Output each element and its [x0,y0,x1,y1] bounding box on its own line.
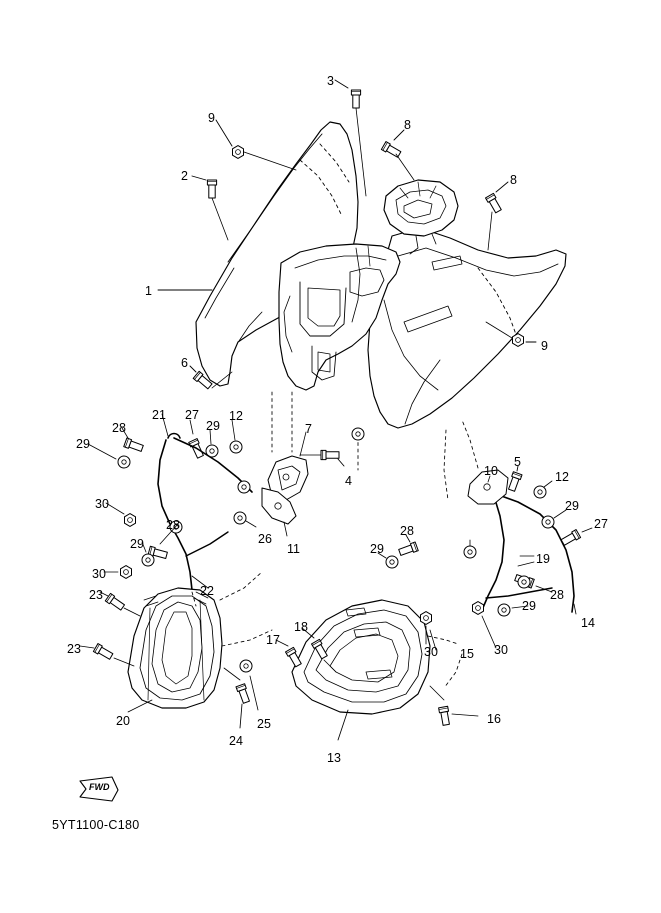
callout-17: 17 [266,633,280,647]
callout-30a: 30 [95,497,109,511]
callout-24: 24 [229,734,243,748]
callout-8a: 8 [404,118,411,132]
callout-5: 5 [514,455,521,469]
callout-8b: 8 [510,173,517,187]
drawing-code: 5YT1100-C180 [52,818,140,832]
callout-23a: 23 [89,588,103,602]
callout-20: 20 [116,714,130,728]
callout-2: 2 [181,169,188,183]
callout-22: 22 [200,584,214,598]
callout-28c: 28 [400,524,414,538]
callout-4: 4 [345,474,352,488]
callout-30c: 30 [424,645,438,659]
callout-28a: 28 [112,421,126,435]
callout-29c: 29 [565,499,579,513]
callout-13: 13 [327,751,341,765]
callout-14: 14 [581,616,595,630]
callout-15: 15 [460,647,474,661]
callout-23b: 23 [67,642,81,656]
callout-6: 6 [181,356,188,370]
callout-3: 3 [327,74,334,88]
callout-9a: 9 [208,111,215,125]
callout-12a: 12 [229,409,243,423]
callout-1: 1 [145,284,152,298]
callout-21: 21 [152,408,166,422]
callout-29e: 29 [370,542,384,556]
callout-9b: 9 [541,339,548,353]
callout-30b: 30 [92,567,106,581]
callout-18: 18 [294,620,308,634]
callout-29b: 29 [76,437,90,451]
callout-28b: 28 [166,518,180,532]
callout-29f: 29 [522,599,536,613]
callout-16: 16 [487,712,501,726]
callout-11: 11 [287,542,300,556]
callout-7: 7 [305,422,312,436]
callout-29a: 29 [206,419,220,433]
callout-27a: 27 [185,408,199,422]
callout-10: 10 [484,464,498,478]
callout-26: 26 [258,532,272,546]
callout-12b: 12 [555,470,569,484]
callout-30d: 30 [494,643,508,657]
callout-28d: 28 [550,588,564,602]
callout-25: 25 [257,717,271,731]
callout-19: 19 [536,552,550,566]
callout-27b: 27 [594,517,608,531]
fwd-direction-badge [78,776,118,802]
fwd-label: FWD [89,782,110,792]
callout-29d: 29 [130,537,144,551]
